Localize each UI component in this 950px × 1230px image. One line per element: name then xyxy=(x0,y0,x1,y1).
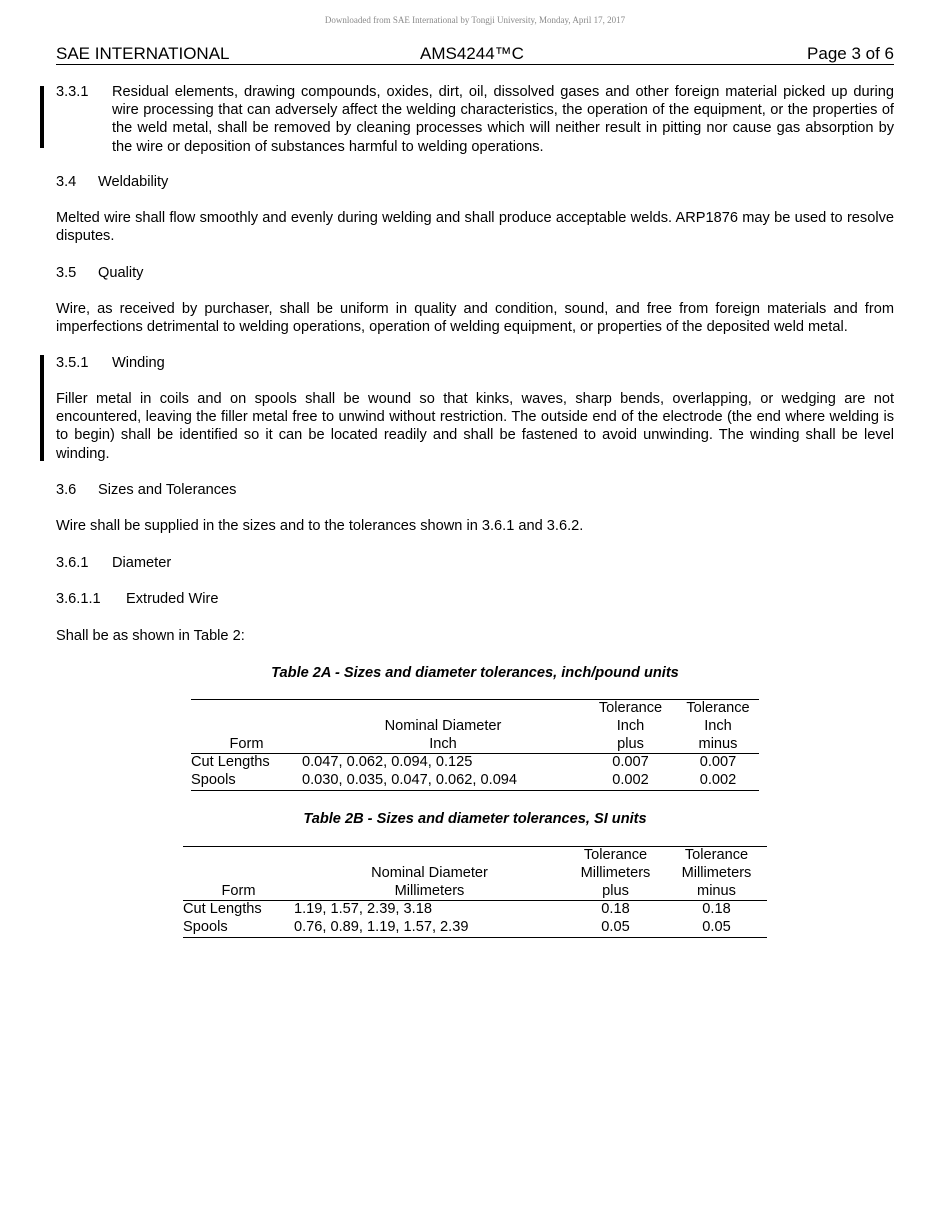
column-header-form: Form xyxy=(183,847,294,901)
section-3-5-title: Quality xyxy=(98,265,144,281)
section-3-6-text: Wire shall be supplied in the sizes and to the tolerances shown in 3.6.1 and 3.6.2. xyxy=(56,518,584,534)
section-number: 3.6.1 xyxy=(56,555,89,571)
section-3-6-1-title: Diameter xyxy=(112,555,172,571)
cell-tolerance-plus: 0.05 xyxy=(565,919,666,937)
column-header-tolerance-minus: Tolerance Millimeters minus xyxy=(666,847,767,901)
section-number: 3.3.1 xyxy=(56,84,89,100)
table-header-row xyxy=(191,700,759,754)
column-header-tolerance-minus: Tolerance Inch minus xyxy=(677,700,759,754)
section-3-3-1-text: Residual elements, drawing compounds, oxides, dirt, oil, dissolved gases and other foreign material picked up during wire processing that can adversely affect the welding characteristics, the operation of the equipment, or the properties of the weld metal, shall be removed by cleaning processes which will neither result in pitting nor cause gas absorption by the wire or deposition of substances harmful to welding operations. xyxy=(112,84,894,155)
section-number: 3.5 xyxy=(56,265,77,281)
table-header-row xyxy=(183,847,767,901)
cell-tolerance-minus: 0.18 xyxy=(702,901,731,918)
column-header-form: Form xyxy=(191,700,302,754)
table-2a-caption: Table 2A - Sizes and diameter tolerances, inch/pound units xyxy=(271,665,679,681)
table-row xyxy=(191,754,759,772)
column-header-tolerance-plus: Tolerance Inch plus xyxy=(584,700,677,754)
section-3-6-1-1-text: Shall be as shown in Table 2: xyxy=(56,628,245,644)
table-2b xyxy=(183,846,767,938)
table-row xyxy=(191,772,759,790)
section-3-6-1-1-title: Extruded Wire xyxy=(126,591,219,607)
section-3-4-text: Melted wire shall flow smoothly and evenly during welding and shall produce acceptable welds. ARP1876 may be used to resolve disputes. xyxy=(56,210,894,245)
table-row xyxy=(183,919,767,937)
section-3-6-title: Sizes and Tolerances xyxy=(98,482,237,498)
header-page-number: Page 3 of 6 xyxy=(807,44,894,63)
page-header xyxy=(56,44,894,65)
cell-form: Cut Lengths xyxy=(191,754,270,771)
column-header-nominal: Nominal Diameter Inch xyxy=(302,700,584,754)
section-number: 3.5.1 xyxy=(56,355,89,371)
cell-form: Spools xyxy=(183,919,294,937)
download-note: Downloaded from SAE International by Tongji University, Monday, April 17, 2017 xyxy=(324,15,626,25)
cell-tolerance-plus: 0.18 xyxy=(601,901,630,918)
table-row xyxy=(183,901,767,919)
cell-tolerance-plus: 0.002 xyxy=(584,772,677,790)
section-3-5-1-title: Winding xyxy=(112,355,165,371)
cell-tolerance-plus: 0.007 xyxy=(612,754,649,771)
cell-tolerance-minus: 0.007 xyxy=(699,754,737,771)
table-2a xyxy=(191,699,759,791)
section-number: 3.6.1.1 xyxy=(56,591,101,607)
section-3-5-1-text: Filler metal in coils and on spools shall be wound so that kinks, waves, sharp bends, overlapping, or wedging are not encountered, leaving the filler metal free to unwind without restriction. The outside end of the electrode (the end where welding is to begin) shall be identified so it can be located readily and shall be fastened to avoid unwinding. The winding shall be level winding. xyxy=(56,391,894,462)
cell-tolerance-minus: 0.05 xyxy=(666,919,767,937)
cell-form: Cut Lengths xyxy=(183,901,262,918)
revision-change-bar xyxy=(40,86,44,148)
header-organization: SAE INTERNATIONAL xyxy=(56,44,230,63)
table-2b-caption: Table 2B - Sizes and diameter tolerances, SI units xyxy=(303,811,647,827)
section-number: 3.4 xyxy=(56,174,77,190)
section-3-5-text: Wire, as received by purchaser, shall be uniform in quality and condition, sound, and free from foreign materials and from imperfections detrimental to welding operations, operation of welding equipment, or properties of the deposited weld metal. xyxy=(56,301,894,336)
cell-nominal: 1.19, 1.57, 2.39, 3.18 xyxy=(294,901,432,918)
column-header-nominal: Nominal Diameter Millimeters xyxy=(294,847,565,901)
section-number: 3.6 xyxy=(56,482,77,498)
revision-change-bar xyxy=(40,355,44,461)
cell-tolerance-minus: 0.002 xyxy=(677,772,759,790)
cell-form: Spools xyxy=(191,772,302,790)
cell-nominal: 0.030, 0.035, 0.047, 0.062, 0.094 xyxy=(302,772,584,790)
header-document-number: AMS4244™C xyxy=(420,44,524,63)
section-3-4-title: Weldability xyxy=(98,174,169,190)
cell-nominal: 0.047, 0.062, 0.094, 0.125 xyxy=(302,754,473,771)
column-header-tolerance-plus: Tolerance Millimeters plus xyxy=(565,847,666,901)
cell-nominal: 0.76, 0.89, 1.19, 1.57, 2.39 xyxy=(294,919,565,937)
